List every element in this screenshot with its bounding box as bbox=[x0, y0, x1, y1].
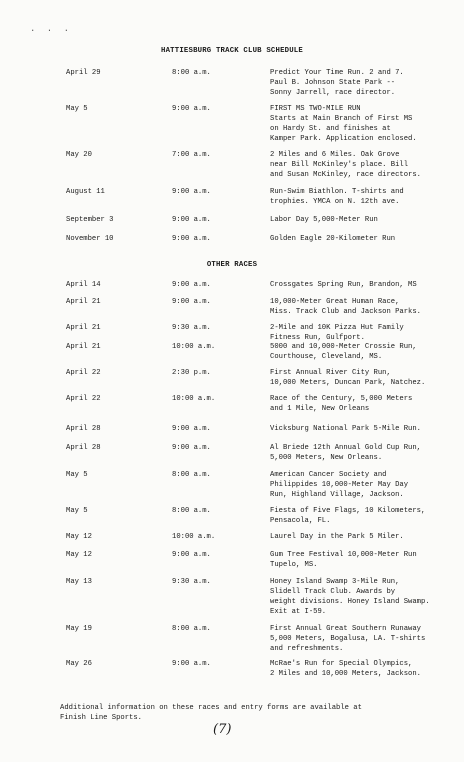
race-date: September 3 bbox=[66, 216, 114, 224]
race-time: 9:00 a.m. bbox=[172, 425, 211, 433]
race-description-line: American Cancer Society and bbox=[270, 471, 387, 479]
race-time: 8:00 a.m. bbox=[172, 625, 211, 633]
race-description-line: Labor Day 5,000-Meter Run bbox=[270, 216, 378, 224]
race-description-line: and refreshments. bbox=[270, 645, 344, 653]
race-description bbox=[270, 187, 460, 207]
race-description-line: Slidell Track Club. Awards by bbox=[270, 588, 396, 596]
race-description bbox=[270, 297, 460, 317]
race-time: 9:00 a.m. bbox=[172, 444, 211, 452]
race-description-line: Crossgates Spring Run, Brandon, MS bbox=[270, 281, 417, 289]
race-description bbox=[270, 470, 460, 500]
race-description bbox=[270, 68, 460, 98]
race-date: May 19 bbox=[66, 625, 92, 633]
race-description bbox=[270, 394, 460, 414]
race-description-line: Sonny Jarrell, race director. bbox=[270, 89, 396, 97]
race-description-line: Paul B. Johnson State Park -- bbox=[270, 79, 396, 87]
race-description bbox=[270, 215, 460, 225]
race-date: April 22 bbox=[66, 395, 101, 403]
race-description-line: Fiesta of Five Flags, 10 Kilometers, bbox=[270, 507, 426, 515]
race-description-line: Tupelo, MS. bbox=[270, 561, 318, 569]
race-date: May 5 bbox=[66, 507, 88, 515]
footnote-line: Additional information on these races and entry forms are available at bbox=[60, 704, 362, 712]
race-description-line: Exit at I-59. bbox=[270, 608, 327, 616]
race-date: April 29 bbox=[66, 69, 101, 77]
race-description bbox=[270, 659, 460, 679]
scan-specks: · · · bbox=[30, 26, 73, 36]
race-date: August 11 bbox=[66, 188, 105, 196]
race-date: May 13 bbox=[66, 578, 92, 586]
race-description-line: 5,000 Meters, Bogalusa, LA. T-shirts bbox=[270, 635, 426, 643]
race-time: 9:30 a.m. bbox=[172, 324, 211, 332]
race-description bbox=[270, 624, 460, 654]
race-date: April 28 bbox=[66, 444, 101, 452]
footnote-line: Finish Line Sports. bbox=[60, 714, 142, 722]
race-description bbox=[270, 323, 460, 343]
race-time: 9:00 a.m. bbox=[172, 298, 211, 306]
race-date: May 12 bbox=[66, 551, 92, 559]
race-description-line: Philippides 10,000-Meter May Day bbox=[270, 481, 409, 489]
race-description-line: 5000 and 10,000-Meter Crossie Run, bbox=[270, 343, 417, 351]
race-date: May 5 bbox=[66, 471, 88, 479]
race-time: 8:00 a.m. bbox=[172, 507, 211, 515]
race-description-line: and 1 Mile, New Orleans bbox=[270, 405, 370, 413]
race-description-line: Vicksburg National Park 5-Mile Run. bbox=[270, 425, 421, 433]
footnote bbox=[60, 703, 362, 723]
race-date: April 28 bbox=[66, 425, 101, 433]
race-time: 8:00 a.m. bbox=[172, 69, 211, 77]
race-description-line: Fitness Run, Gulfport. bbox=[270, 334, 365, 342]
race-date: April 21 bbox=[66, 324, 101, 332]
race-description bbox=[270, 506, 460, 526]
race-description-line: Starts at Main Branch of First MS bbox=[270, 115, 413, 123]
race-description-line: First Annual River City Run, bbox=[270, 369, 391, 377]
race-description bbox=[270, 234, 460, 244]
race-time: 9:00 a.m. bbox=[172, 660, 211, 668]
race-description-line: Honey Island Swamp 3-Mile Run, bbox=[270, 578, 400, 586]
race-description bbox=[270, 342, 460, 362]
race-date: May 26 bbox=[66, 660, 92, 668]
race-date: April 22 bbox=[66, 369, 101, 377]
race-date: April 21 bbox=[66, 343, 101, 351]
race-description bbox=[270, 424, 460, 434]
race-description-line: 5,000 Meters, New Orleans. bbox=[270, 454, 383, 462]
race-time: 9:00 a.m. bbox=[172, 551, 211, 559]
race-description-line: Race of the Century, 5,000 Meters bbox=[270, 395, 413, 403]
race-description-line: Courthouse, Cleveland, MS. bbox=[270, 353, 383, 361]
race-description-line: 2-Mile and 10K Pizza Hut Family bbox=[270, 324, 404, 332]
race-time: 2:30 p.m. bbox=[172, 369, 211, 377]
race-description-line: FIRST MS TWO-MILE RUN bbox=[270, 105, 361, 113]
race-description-line: 10,000-Meter Great Human Race, bbox=[270, 298, 400, 306]
race-description-line: 10,000 Meters, Duncan Park, Natchez. bbox=[270, 379, 426, 387]
race-date: April 14 bbox=[66, 281, 101, 289]
race-time: 10:00 a.m. bbox=[172, 533, 216, 541]
race-description-line: and Susan McKinley, race directors. bbox=[270, 171, 421, 179]
schedule-title: HATTIESBURG TRACK CLUB SCHEDULE bbox=[161, 47, 303, 55]
race-description bbox=[270, 550, 460, 570]
race-description bbox=[270, 150, 460, 180]
race-time: 9:30 a.m. bbox=[172, 578, 211, 586]
race-time: 10:00 a.m. bbox=[172, 343, 216, 351]
race-description bbox=[270, 443, 460, 463]
race-time: 8:00 a.m. bbox=[172, 471, 211, 479]
race-time: 9:00 a.m. bbox=[172, 188, 211, 196]
race-description-line: Kamper Park. Application enclosed. bbox=[270, 135, 417, 143]
race-time: 9:00 a.m. bbox=[172, 235, 211, 243]
race-date: May 12 bbox=[66, 533, 92, 541]
race-date: April 21 bbox=[66, 298, 101, 306]
race-time: 9:00 a.m. bbox=[172, 216, 211, 224]
race-date: May 5 bbox=[66, 105, 88, 113]
race-description bbox=[270, 532, 460, 542]
race-date: November 10 bbox=[66, 235, 114, 243]
race-description-line: 2 Miles and 10,000 Meters, Jackson. bbox=[270, 670, 421, 678]
race-description-line: Al Briede 12th Annual Gold Cup Run, bbox=[270, 444, 421, 452]
race-description-line: trophies. YMCA on N. 12th ave. bbox=[270, 198, 400, 206]
race-time: 9:00 a.m. bbox=[172, 105, 211, 113]
race-description-line: 2 Miles and 6 Miles. Oak Grove bbox=[270, 151, 400, 159]
race-description-line: on Hardy St. and finishes at bbox=[270, 125, 391, 133]
race-description-line: Laurel Day in the Park 5 Miler. bbox=[270, 533, 404, 541]
race-description-line: near Bill McKinley's place. Bill bbox=[270, 161, 409, 169]
race-description-line: weight divisions. Honey Island Swamp. bbox=[270, 598, 430, 606]
race-description-line: Predict Your Time Run. 2 and 7. bbox=[270, 69, 404, 77]
race-description-line: First Annual Great Southern Runaway bbox=[270, 625, 421, 633]
race-description-line: Run-Swim Biathlon. T-shirts and bbox=[270, 188, 404, 196]
race-time: 10:00 a.m. bbox=[172, 395, 216, 403]
race-description-line: Gum Tree Festival 10,000-Meter Run bbox=[270, 551, 417, 559]
race-description-line: Run, Highland Village, Jackson. bbox=[270, 491, 404, 499]
race-date: May 20 bbox=[66, 151, 92, 159]
race-description-line: Miss. Track Club and Jackson Parks. bbox=[270, 308, 421, 316]
race-time: 7:00 a.m. bbox=[172, 151, 211, 159]
race-description-line: Golden Eagle 20-Kilometer Run bbox=[270, 235, 396, 243]
race-description-line: Pensacola, FL. bbox=[270, 517, 331, 525]
race-description bbox=[270, 368, 460, 388]
race-time: 9:00 a.m. bbox=[172, 281, 211, 289]
race-description bbox=[270, 577, 460, 617]
race-description-line: McRae's Run for Special Olympics, bbox=[270, 660, 413, 668]
race-description bbox=[270, 104, 460, 144]
page-number: (7) bbox=[213, 722, 232, 737]
race-description bbox=[270, 280, 460, 290]
other-races-heading: OTHER RACES bbox=[206, 261, 258, 269]
